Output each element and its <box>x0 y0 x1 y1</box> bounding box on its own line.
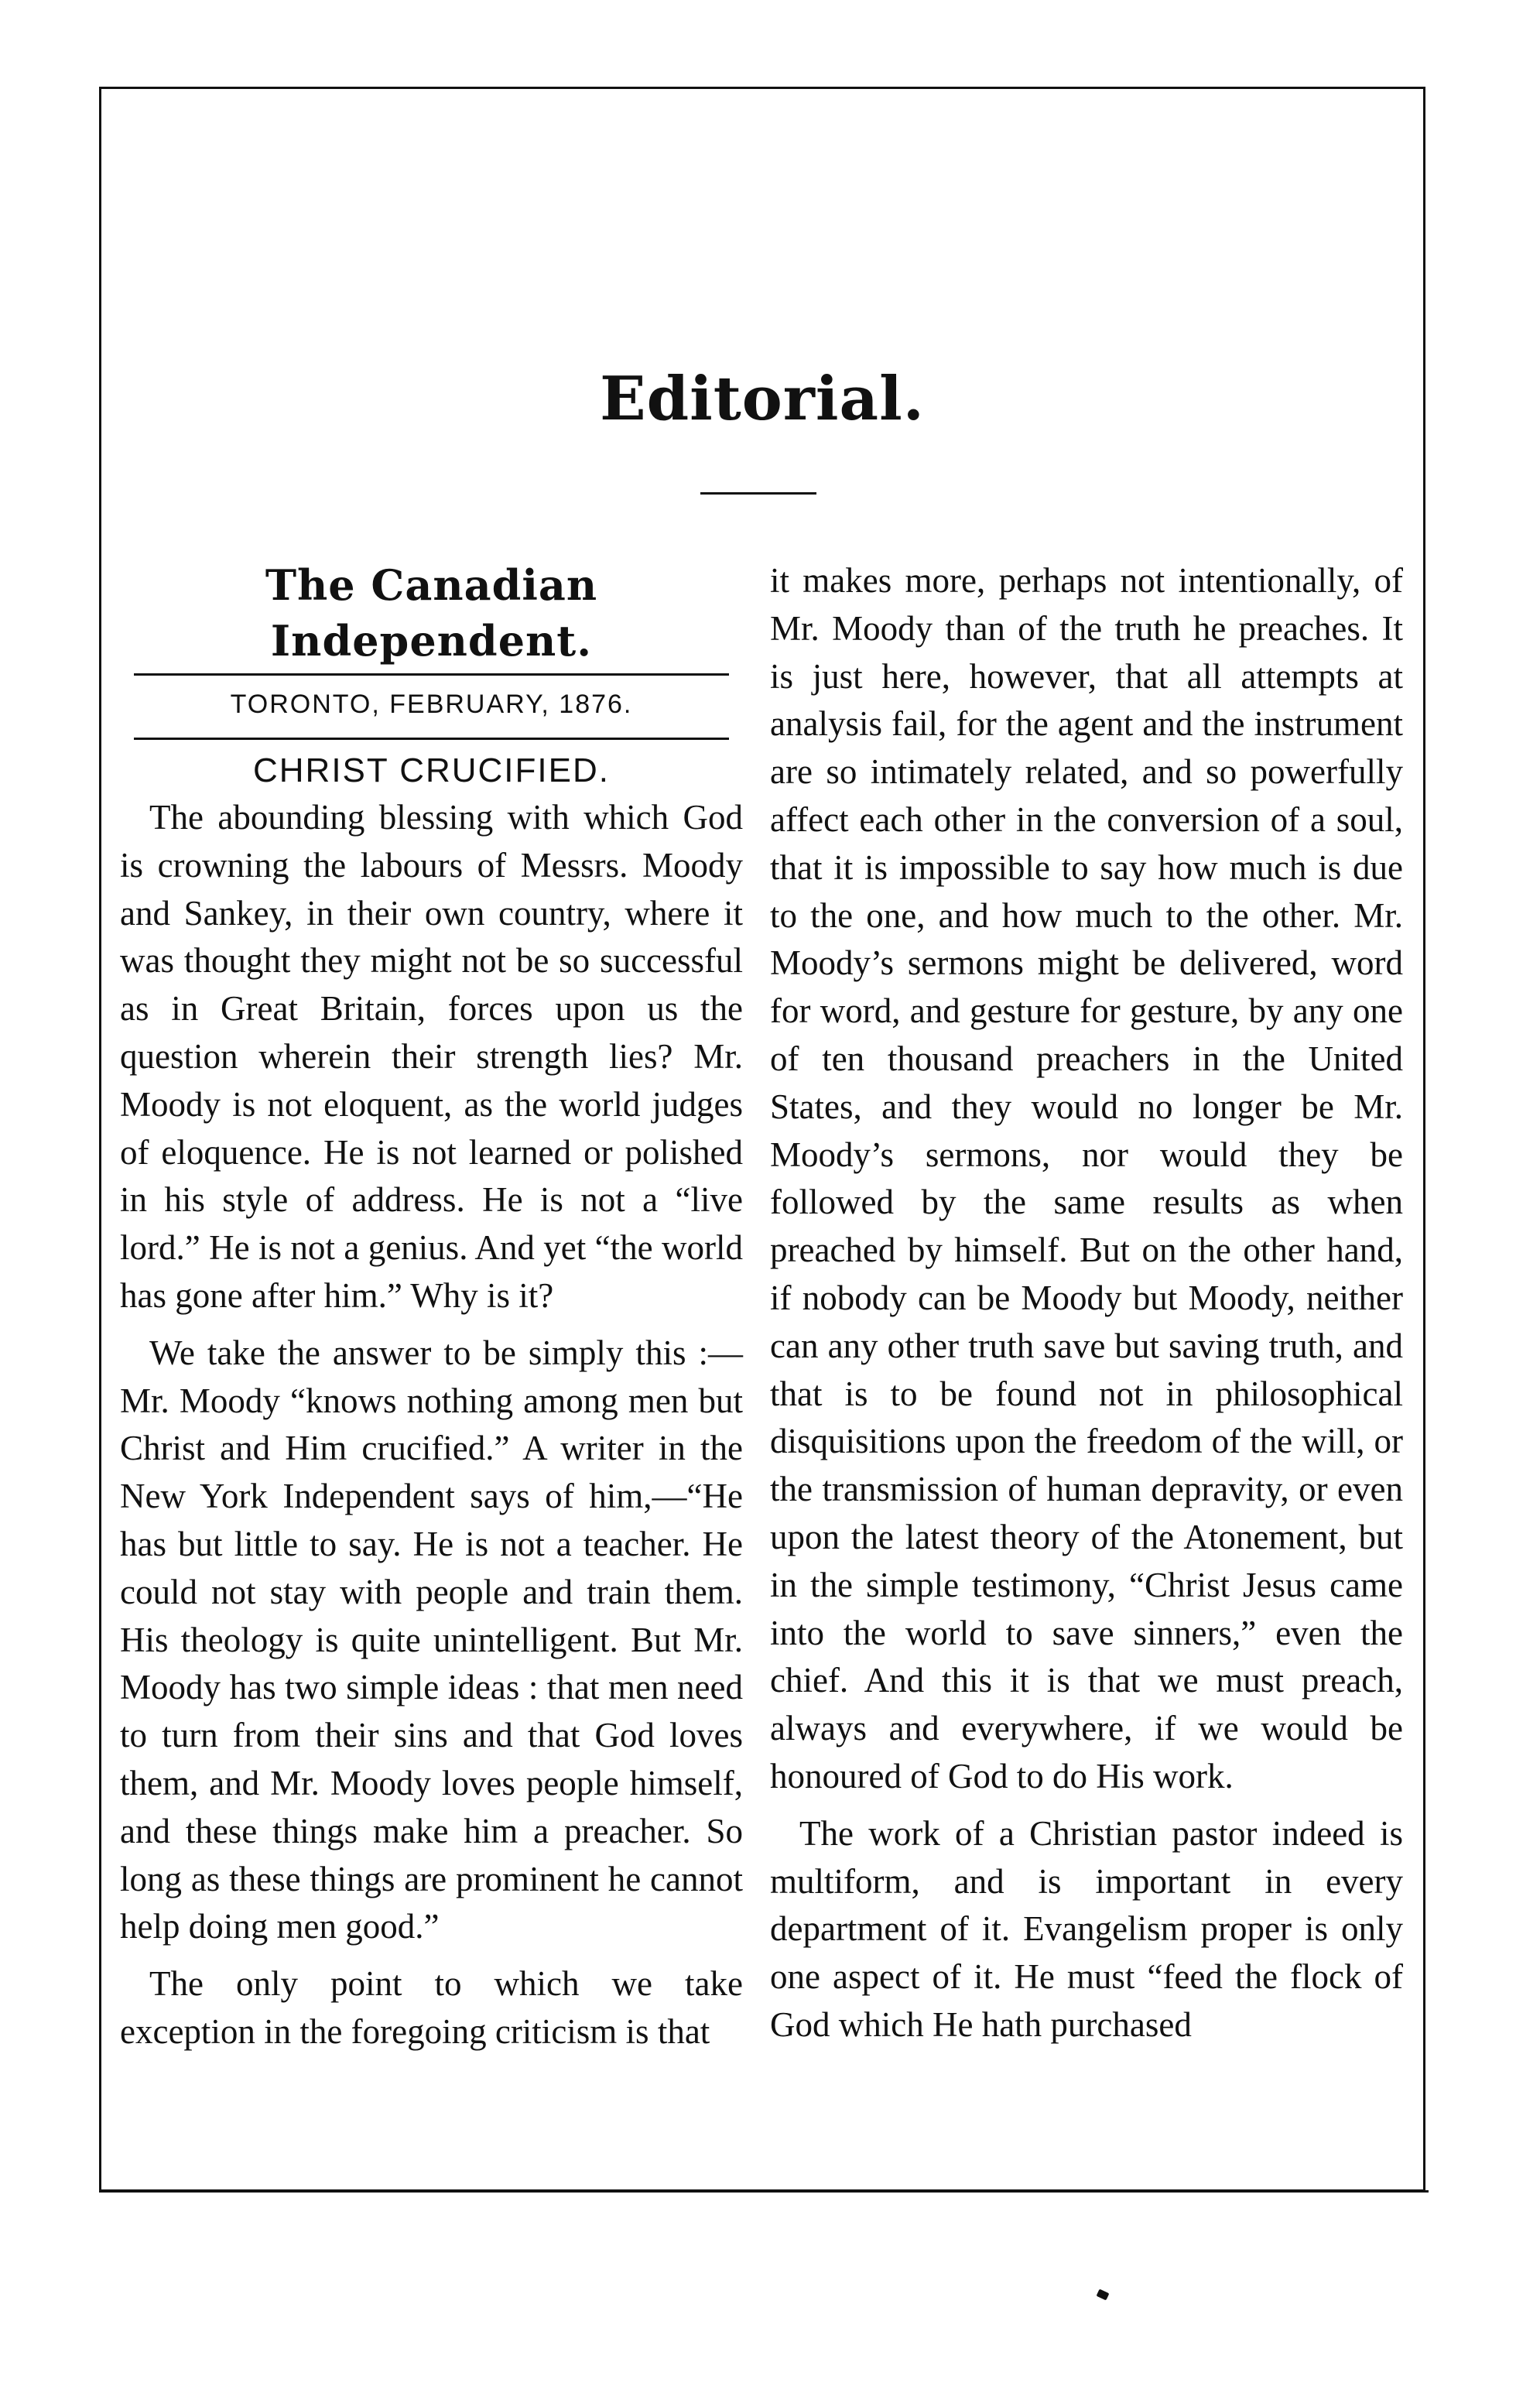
article-paragraph-continued: it makes more, perhaps not intentionally, of Mr. Moody than of the truth he preaches. It is just here, however, that all attempts at analysis fail, for the agent and the instrument are so intimately related, and so powerfully affect each other in the conversion of a soul, that it is impossible to say how much is due to the one, and how much to the other. Mr. Moody’s sermons might be delivered, word for word, and gesture for gesture, by any one of ten thousand preachers in the United States, and they would no longer be Mr. Moody’s sermons, nor would they be followed by the same results as when preached by himself. But on the other hand, if nobody can be Moody but Moody, neither can any other truth save but saving truth, and that is to be found not in philosophical disquisitions upon the freedom of the will, or the transmission of human depravity, or even upon the latest theory of the Atonement, but in the simple testimony, “Christ Jesus came into the world to save sinners,” even the chief. And this it is that we must preach, always and everywhere, if we would be honoured of God to do His work. <box>770 561 1403 1795</box>
masthead: The Canadian Independent. <box>265 560 598 666</box>
page-frame-bottom-rule <box>99 2187 1429 2193</box>
page-heading: Editorial. <box>600 364 925 434</box>
left-column <box>120 557 743 2056</box>
article-paragraph: The work of a Christian pastor indeed is multiform, and is important in every department of it. Evangelism proper is only one aspect of it. He must “feed the flock of God which He hath purchased <box>770 1813 1403 2044</box>
section-title: CHRIST CRUCIFIED. <box>253 751 610 789</box>
ink-mark <box>1097 2289 1110 2301</box>
dateline-rule <box>134 738 729 740</box>
dateline: TORONTO, FEBRUARY, 1876. <box>230 690 633 719</box>
right-column <box>770 557 1403 2049</box>
article-paragraph: The abounding blessing with which God is crowning the labours of Messrs. Moody and Sankey, in their own country, where it was thought they might not be so successful as in Great Britain, forces upon us the question wherein their strength lies? Mr. Moody is not eloquent, as the world judges of eloquence. He is not learned or polished in his style of address. He is not a “live lord.” He is not a genius. And yet “the world has gone after him.” Why is it? <box>120 798 743 1315</box>
article-paragraph: We take the answer to be simply this :—Mr. Moody “knows nothing among men but Christ and Him crucified.” A writer in the New York Independent says of him,—“He has but little to say. He is not a teacher. He could not stay with people and train them. His theology is quite unintelligent. But Mr. Moody has two simple ideas : that men need to turn from their sins and that God loves them, and Mr. Moody loves people himself, and these things make him a preacher. So long as these things are prominent he cannot help doing men good.” <box>120 1333 743 1946</box>
article-paragraph: The only point to which we take exception in the foregoing criticism is that <box>120 1964 743 2051</box>
heading-rule <box>700 492 816 495</box>
